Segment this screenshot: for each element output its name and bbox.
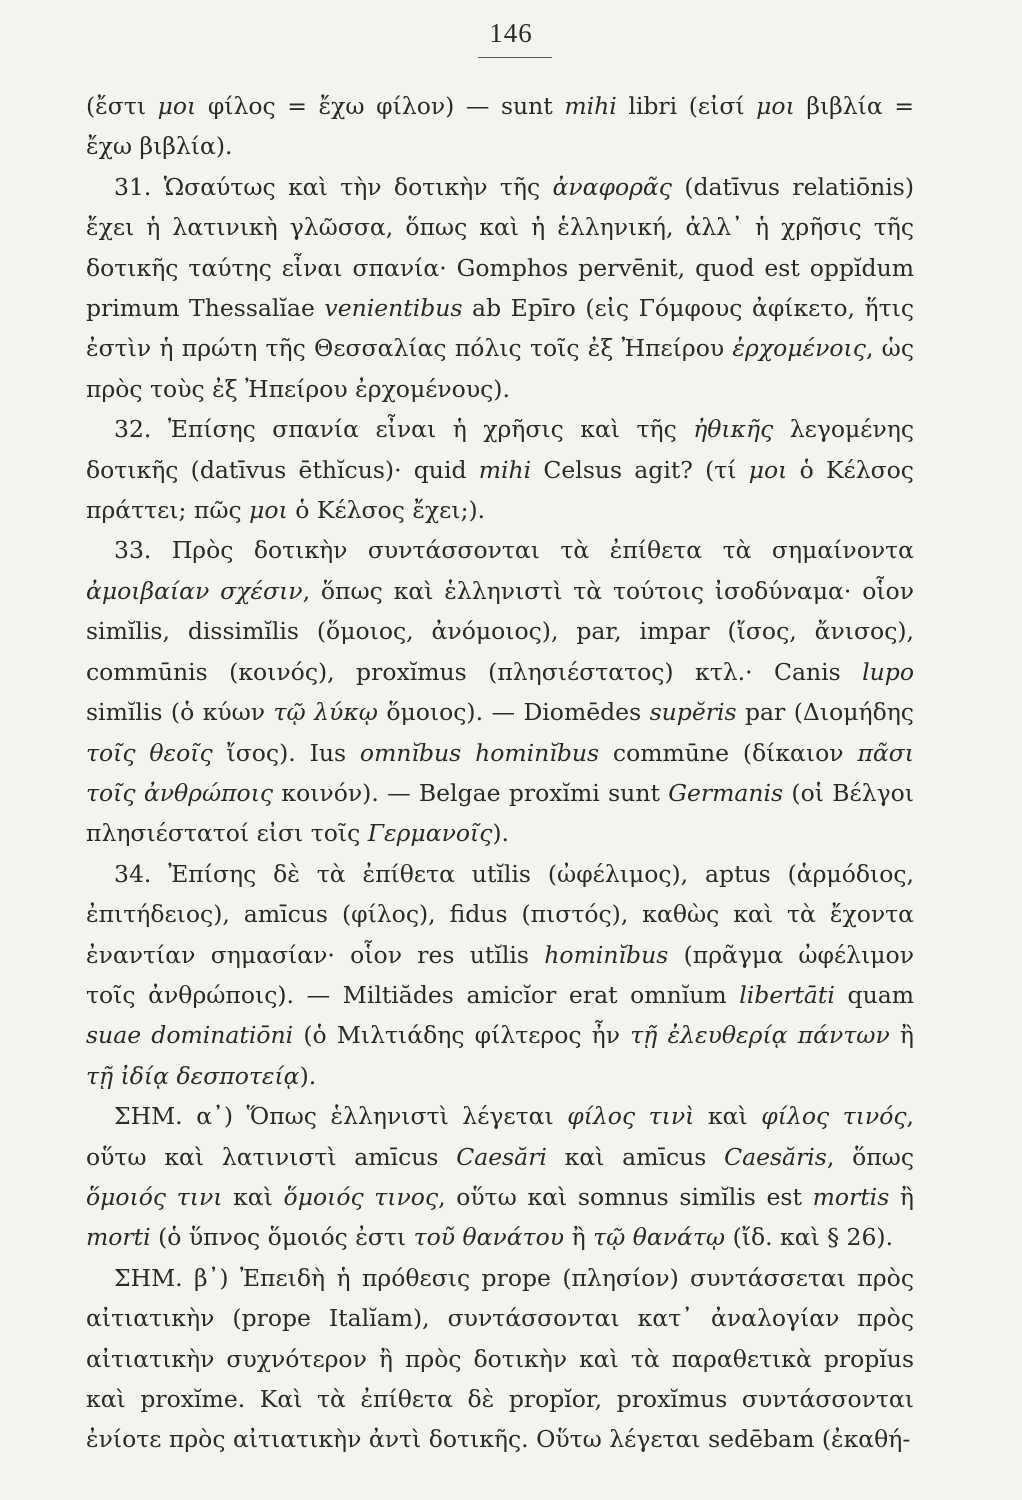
- text-run: 33. Πρὸς δοτικὴν συντάσσονται τὰ ἐπίθετα τὰ σημαίνοντα: [114, 536, 914, 565]
- text-run: ).: [299, 1061, 317, 1090]
- text-run: , ὅπως: [826, 1142, 914, 1171]
- text-run: (datīvus relatiōnis) ἔχει ἡ λατινικὴ γλῶσσα, ὅπως καὶ ἡ ἑλληνική, ἀλλ᾽ ἡ χρῆσις τῆς δοτικῆς ταύτης εἶναι σπανία· Gomphos pervēnit, quod est oppĭdum primum Thessalĭae: [86, 172, 915, 323]
- text-run: (ὁ Μιλτιάδης φίλτερος ἦν: [293, 1021, 631, 1050]
- italic-text: τῇ ἰδίᾳ δεσποτείᾳ: [86, 1061, 300, 1090]
- italic-text: μοι: [249, 496, 288, 525]
- text-run: (ἔστι: [86, 92, 158, 120]
- text-run: ἢ: [889, 1182, 914, 1211]
- text-run: , ὡς πρὸς τοὺς ἐξ Ἠπείρου ἐρχομένους).: [86, 334, 915, 403]
- italic-text: ἠθικῆς: [693, 415, 774, 444]
- text-run: (πρᾶγμα ὠφέλιμον τοῖς ἀνθρώποις). — Miltiădes amicĭor erat omnĭum: [86, 940, 914, 1009]
- italic-text: τοῦ θανάτου: [413, 1223, 565, 1252]
- italic-text: μοι: [756, 92, 795, 120]
- text-run: ab Epīro (εἰς Γόμφους ἀφίκετο, ἥτις ἐστὶν ἡ πρώτη τῆς Θεσσαλίας πόλις τοῖς ἐξ Ἠπείρου: [86, 294, 914, 363]
- text-run: 31. Ὡσαύτως καὶ τὴν δοτικὴν τῆς: [114, 172, 553, 201]
- text-run: βιβλία = ἔχω βιβλία).: [86, 92, 915, 161]
- text-run: 34. Ἐπίσης δὲ τὰ ἐπίθετα utĭlis (ὠφέλιμος), aptus (ἁρμόδιος, ἐπιτήδειος), amīcus (φίλος), fidus (πιστός), καθὼς καὶ τὰ ἔχοντα ἐναντίαν σημασίαν· οἷον res utĭlis: [86, 859, 914, 969]
- text-run: ἴσος). Ius: [212, 738, 360, 767]
- body-text: [86, 86, 914, 1460]
- paragraph-32: [86, 409, 914, 530]
- italic-text: ἀμοιβαίαν σχέσιν: [86, 576, 303, 605]
- italic-text: mortis: [812, 1182, 890, 1211]
- note-beta: [86, 1258, 914, 1460]
- italic-text: Caesăris: [724, 1142, 827, 1171]
- paragraph-34: [86, 854, 914, 1096]
- italic-text: πᾶσι τοῖς ἀνθρώποις: [86, 738, 915, 807]
- italic-text: ἐρχομένοις: [732, 334, 866, 363]
- italic-text: omnĭbus hominĭbus: [359, 738, 600, 767]
- text-run: καὶ: [694, 1102, 762, 1131]
- text-run: libri (εἰσί: [616, 92, 757, 120]
- text-run: (οἱ Βέλγοι πλησιέστατοί εἰσι τοῖς: [86, 778, 914, 848]
- header-rule: [478, 57, 552, 58]
- italic-text: Germanis: [668, 778, 784, 807]
- text-run: ἢ: [564, 1223, 594, 1252]
- text-run: λεγομένης δοτικῆς (datīvus ēthĭcus)· quid: [86, 415, 914, 484]
- italic-text: hominĭbus: [544, 940, 669, 969]
- page-number: 146: [489, 18, 533, 48]
- text-run: (ἴδ. καὶ § 26).: [725, 1223, 894, 1252]
- text-run: , οὕτω καὶ somnus simĭlis est: [438, 1182, 813, 1211]
- text-run: 32. Ἐπίσης σπανία εἶναι ἡ χρῆσις καὶ τῆς: [114, 415, 694, 444]
- italic-text: τῷ θανάτῳ: [593, 1223, 726, 1252]
- text-run: commūne (δίκαιον: [599, 738, 858, 767]
- text-run: καὶ amīcus: [546, 1142, 725, 1171]
- text-run: (ὁ ὕπνος ὅμοιός ἐστι: [150, 1223, 414, 1252]
- italic-text: lupo: [862, 657, 914, 686]
- paragraph-33: [86, 530, 914, 853]
- text-run: φίλος = ἔχω φίλον) — sunt: [196, 92, 565, 120]
- text-run: simĭlis (ὁ κύων: [86, 698, 274, 727]
- text-run: ὁ Κέλσος πράττει; πῶς: [86, 455, 914, 525]
- text-run: ΣΗΜ. α᾽) Ὅπως ἑλληνιστὶ λέγεται: [114, 1102, 568, 1131]
- italic-text: ὅμοιός τινος: [283, 1182, 439, 1211]
- text-run: quam: [834, 980, 914, 1009]
- text-run: par (Διομήδης: [736, 698, 914, 727]
- italic-text: suae dominatiōni: [86, 1021, 294, 1050]
- text-run: καὶ: [222, 1182, 284, 1211]
- italic-text: libertāti: [739, 980, 835, 1009]
- note-alpha: [86, 1096, 914, 1258]
- text-run: Celsus agit? (τί: [531, 455, 749, 484]
- italic-text: τῇ ἐλευθερίᾳ πάντων: [630, 1021, 890, 1050]
- italic-text: μοι: [748, 455, 788, 484]
- text-run: ὅμοιος). — Diomēdes: [377, 698, 650, 727]
- italic-text: ἀναφορᾶς: [552, 172, 672, 201]
- paragraph-continuation: [86, 86, 914, 167]
- italic-text: μοι: [157, 92, 197, 120]
- italic-text: Caesări: [456, 1142, 547, 1171]
- italic-text: mihi: [564, 92, 617, 120]
- text-run: ).: [492, 819, 510, 848]
- text-run: ΣΗΜ. β᾽) Ἐπειδὴ ἡ πρόθεσις prope (πλησίον) συντάσσεται πρὸς αἰτιατικὴν (prope Italĭam), συντάσσονται κατ᾽ ἀναλογίαν πρὸς αἰτιατικὴν συχνότερον ἢ πρὸς δοτικὴν καὶ τὰ παραθετικὰ propĭus καὶ proxĭme. Καὶ τὰ ἐπίθετα δὲ propĭor, proxĭmus συντάσσονται ἐνίοτε πρὸς αἰτιατικὴν ἀντὶ δοτικῆς. Οὕτω λέγεται sedēbam (ἐκαθή-: [86, 1263, 914, 1454]
- italic-text: Γερμανοῖς: [367, 819, 493, 848]
- italic-text: τῷ λύκῳ: [273, 698, 378, 727]
- italic-text: φίλος τινὶ: [567, 1102, 695, 1131]
- text-run: , ὅπως καὶ ἑλληνιστὶ τὰ τούτοις ἰσοδύναμα· οἷον simĭlis, dissimĭlis (ὅμοιος, ἀνόμοιος), par, impar (ἴσος, ἄνισος), commūnis (κοινός), proxĭmus (πλησιέστατος) κτλ.· Canis: [86, 576, 914, 686]
- paragraph-31: [86, 167, 914, 409]
- italic-text: ὅμοιός τινι: [86, 1182, 223, 1211]
- text-run: ἢ: [889, 1021, 914, 1050]
- italic-text: τοῖς θεοῖς: [86, 738, 213, 767]
- italic-text: supĕris: [649, 698, 737, 727]
- italic-text: mihi: [478, 455, 532, 484]
- text-run: ὁ Κέλσος ἔχει;).: [287, 496, 486, 525]
- text-run: , οὕτω καὶ λατινιστὶ amīcus: [86, 1102, 915, 1171]
- italic-text: venientibus: [324, 294, 463, 323]
- text-run: κοινόν). — Belgae proxĭmi sunt: [273, 778, 669, 807]
- italic-text: morti: [86, 1223, 151, 1252]
- italic-text: φίλος τινός: [761, 1102, 907, 1131]
